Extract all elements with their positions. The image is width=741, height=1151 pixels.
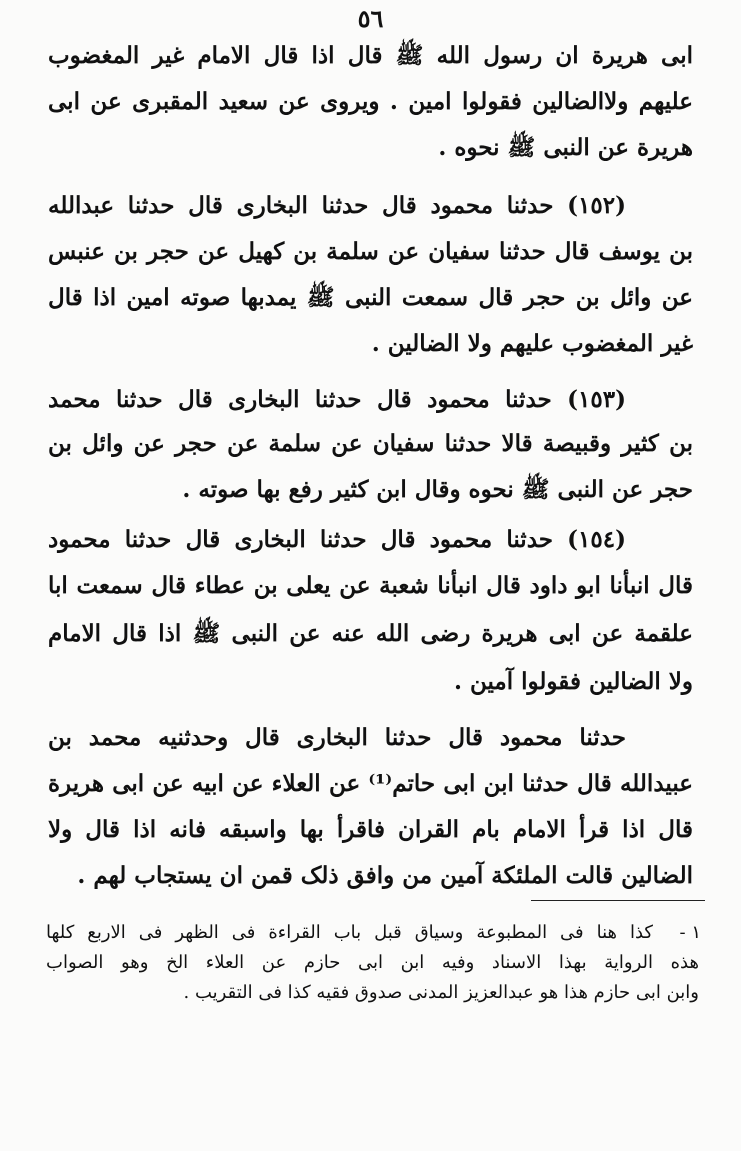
text-line: علیهم ولاالضالین فقولوا امین . ویروی عن سعید المقبری عن ابی (48, 88, 693, 115)
text-line: قال انبأنا ابو داود قال انبأنا شعبة عن یعلی بن عطاء قال سمعت ابا (48, 572, 693, 599)
footnote-line: هذه الروایة بهذا الاسناد وفیه ابن ابی حازم عن العلاء الخ وهو الصواب (46, 952, 699, 973)
text-line: الضالین قالت الملئکة آمین من وافق ذلک قمن ان یستجاب لهم . (77, 862, 693, 889)
page-number: ٥٦ (357, 4, 384, 33)
hadith-heading-154: (١٥٤) حدثنا محمود قال حدثنا البخاری قال حدثنا محمود (48, 526, 626, 553)
text-line: هریرة عن النبی ﷺ نحوه . (438, 134, 693, 161)
text-line: غیر المغضوب علیهم ولا الضالین . (371, 330, 693, 357)
hadith-heading-153: (١٥٣) حدثنا محمود قال حدثنا البخاری قال حدثنا محمد (48, 386, 626, 413)
footnote-marker: ١ - (679, 922, 701, 943)
text-line: بن کثیر وقبیصة قالا حدثنا سفیان عن سلمة عن حجر عن وائل بن (48, 430, 693, 457)
text-line: قال اذا قرأ الامام بام القران فاقرأ بها واسبقه فانه اذا قال ولا (48, 816, 693, 843)
hadith-heading-152: (١٥٢) حدثنا محمود قال حدثنا البخاری قال حدثنا عبدالله (48, 192, 626, 219)
text-line: ولا الضالین فقولوا آمین . (453, 668, 693, 695)
footnote-divider (531, 900, 705, 901)
text-line: عبیدالله قال حدثنا ابن ابی حاتم⁽¹⁾ عن العلاء عن ابیه عن ابی هریرة (48, 770, 693, 797)
footnote-line: وابن ابی حازم هذا هو عبدالعزیز المدنی صدوق فقیه کذا فی التقریب . (183, 982, 699, 1003)
footnote-line: کذا هنا فی المطبوعة وسیاق قبل باب القراءة فی الظهر فی الاربع کلها (46, 922, 653, 943)
text-line: حجر عن النبی ﷺ نحوه وقال ابن کثیر رفع بها صوته . (182, 476, 693, 503)
text-line: عن وائل بن حجر قال سمعت النبی ﷺ یمدبها صوته امین اذا قال (48, 284, 693, 311)
text-line: علقمة عن ابی هریرة رضی الله عنه عن النبی ﷺ اذا قال الامام (48, 620, 693, 647)
text-line: ابی هریرة ان رسول الله ﷺ قال اذا قال الامام غیر المغضوب (48, 42, 693, 69)
text-line: حدثنا محمود قال حدثنا البخاری قال وحدثنیه محمد بن (48, 724, 626, 751)
text-line: بن یوسف قال حدثنا سفیان عن سلمة بن کهیل عن حجر بن عنبس (48, 238, 693, 265)
